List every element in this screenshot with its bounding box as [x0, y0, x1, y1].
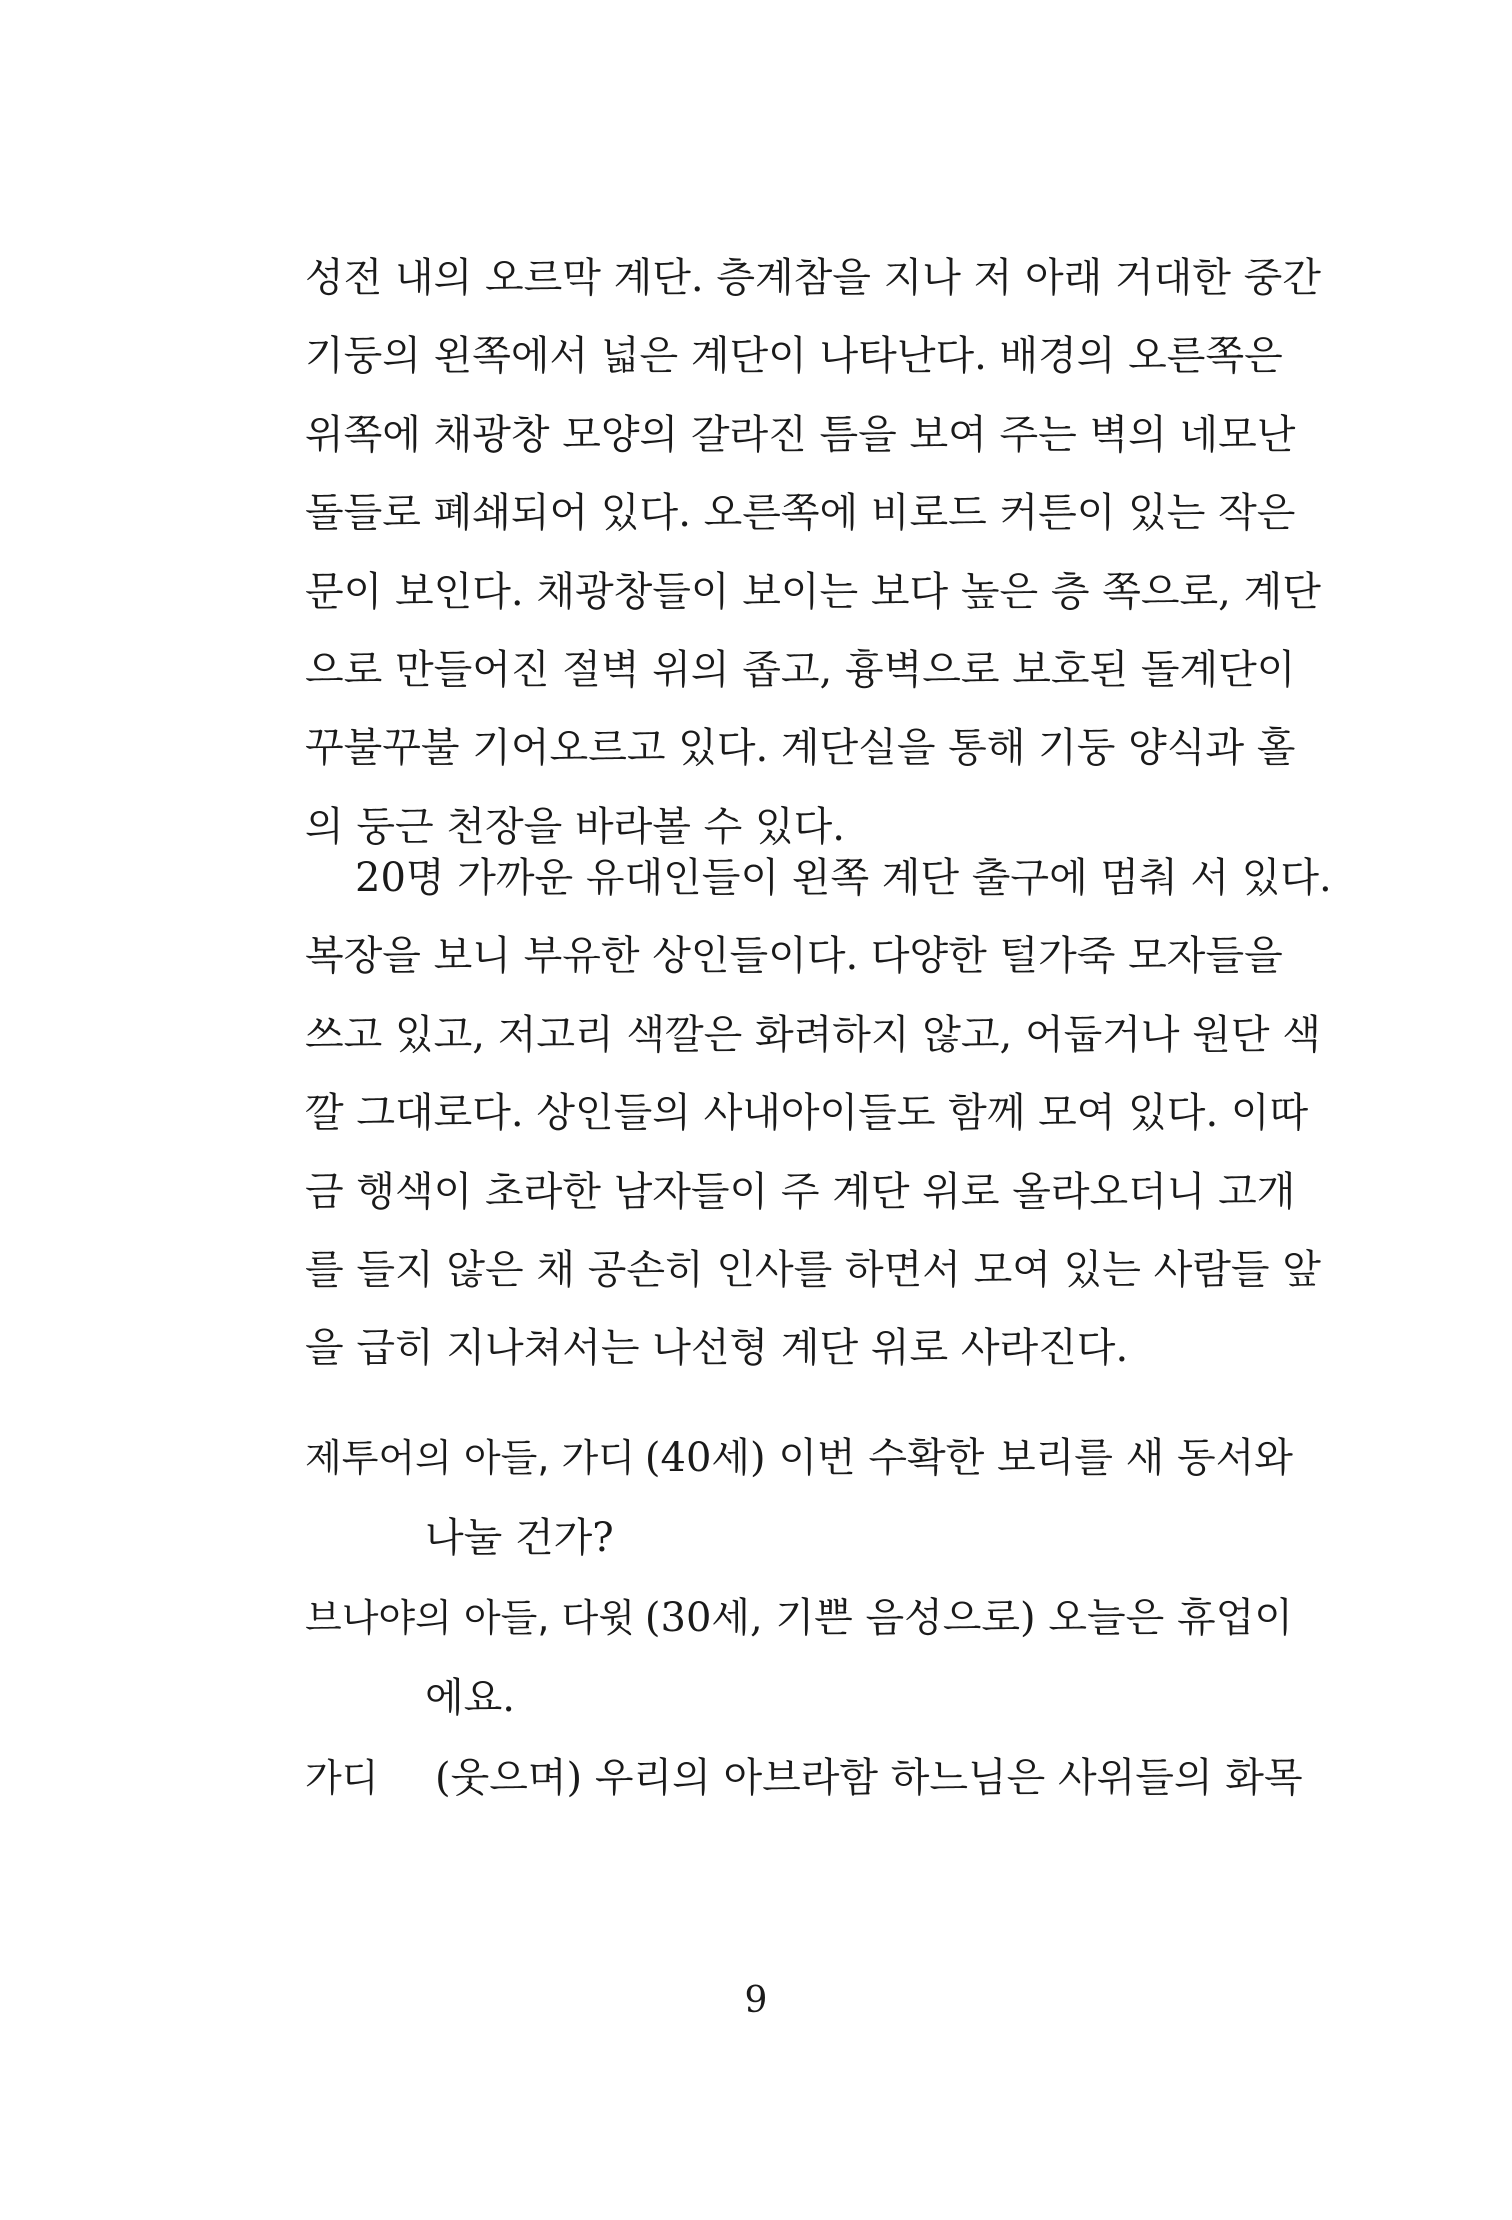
speech-continuation: 나눌 건가?	[425, 1515, 614, 1561]
paragraph-line: 금 행색이 초라한 남자들이 주 계단 위로 올라오더니 고개	[305, 1169, 1296, 1215]
speech-text: (30세, 기쁜 음성으로) 오늘은 휴업이	[644, 1595, 1293, 1641]
paragraph-line: 성전 내의 오르막 계단. 층계참을 지나 저 아래 거대한 중간	[305, 255, 1321, 301]
paragraph-line: 기둥의 왼쪽에서 넓은 계단이 나타난다. 배경의 오른쪽은	[305, 333, 1283, 379]
speaker-name: 브나야의 아들, 다윗	[305, 1596, 635, 1640]
paragraph-line: 위쪽에 채광창 모양의 갈라진 틈을 보여 주는 벽의 네모난	[305, 412, 1296, 458]
paragraph-line: 돌들로 폐쇄되어 있다. 오른쪽에 비로드 커튼이 있는 작은	[305, 490, 1296, 536]
speaker-name: 제투어의 아들, 가디	[305, 1436, 635, 1480]
paragraph-line: 20명 가까운 유대인들이 왼쪽 계단 출구에 멈춰 서 있다.	[355, 855, 1332, 901]
speech-continuation: 에요.	[425, 1675, 515, 1721]
paragraph-line: 문이 보인다. 채광창들이 보이는 보다 높은 층 쪽으로, 계단	[305, 569, 1321, 615]
page-number: 9	[744, 1980, 768, 2021]
dialogue-line	[305, 1428, 1293, 1488]
paragraph-line: 쓰고 있고, 저고리 색깔은 화려하지 않고, 어둡거나 원단 색	[305, 1012, 1321, 1058]
paragraph-line: 깔 그대로다. 상인들의 사내아이들도 함께 모여 있다. 이따	[305, 1090, 1309, 1136]
paragraph-line: 복장을 보니 부유한 상인들이다. 다양한 털가죽 모자들을	[305, 933, 1283, 979]
speech-text: (40세) 이번 수확한 보리를 새 동서와	[644, 1435, 1293, 1481]
dialogue-line	[305, 1748, 1303, 1808]
dialogue-line	[305, 1588, 1293, 1648]
speech-text: (웃으며) 우리의 아브라함 하느님은 사위들의 화목	[435, 1755, 1303, 1801]
speaker-name: 가디	[305, 1756, 379, 1800]
paragraph-line: 를 들지 않은 채 공손히 인사를 하면서 모여 있는 사람들 앞	[305, 1247, 1321, 1293]
paragraph-line: 을 급히 지나쳐서는 나선형 계단 위로 사라진다.	[305, 1325, 1129, 1371]
paragraph-line: 꾸불꾸불 기어오르고 있다. 계단실을 통해 기둥 양식과 홀	[305, 725, 1296, 771]
paragraph-line: 으로 만들어진 절벽 위의 좁고, 흉벽으로 보호된 돌계단이	[305, 647, 1296, 693]
paragraph-line: 의 둥근 천장을 바라볼 수 있다.	[305, 804, 845, 850]
